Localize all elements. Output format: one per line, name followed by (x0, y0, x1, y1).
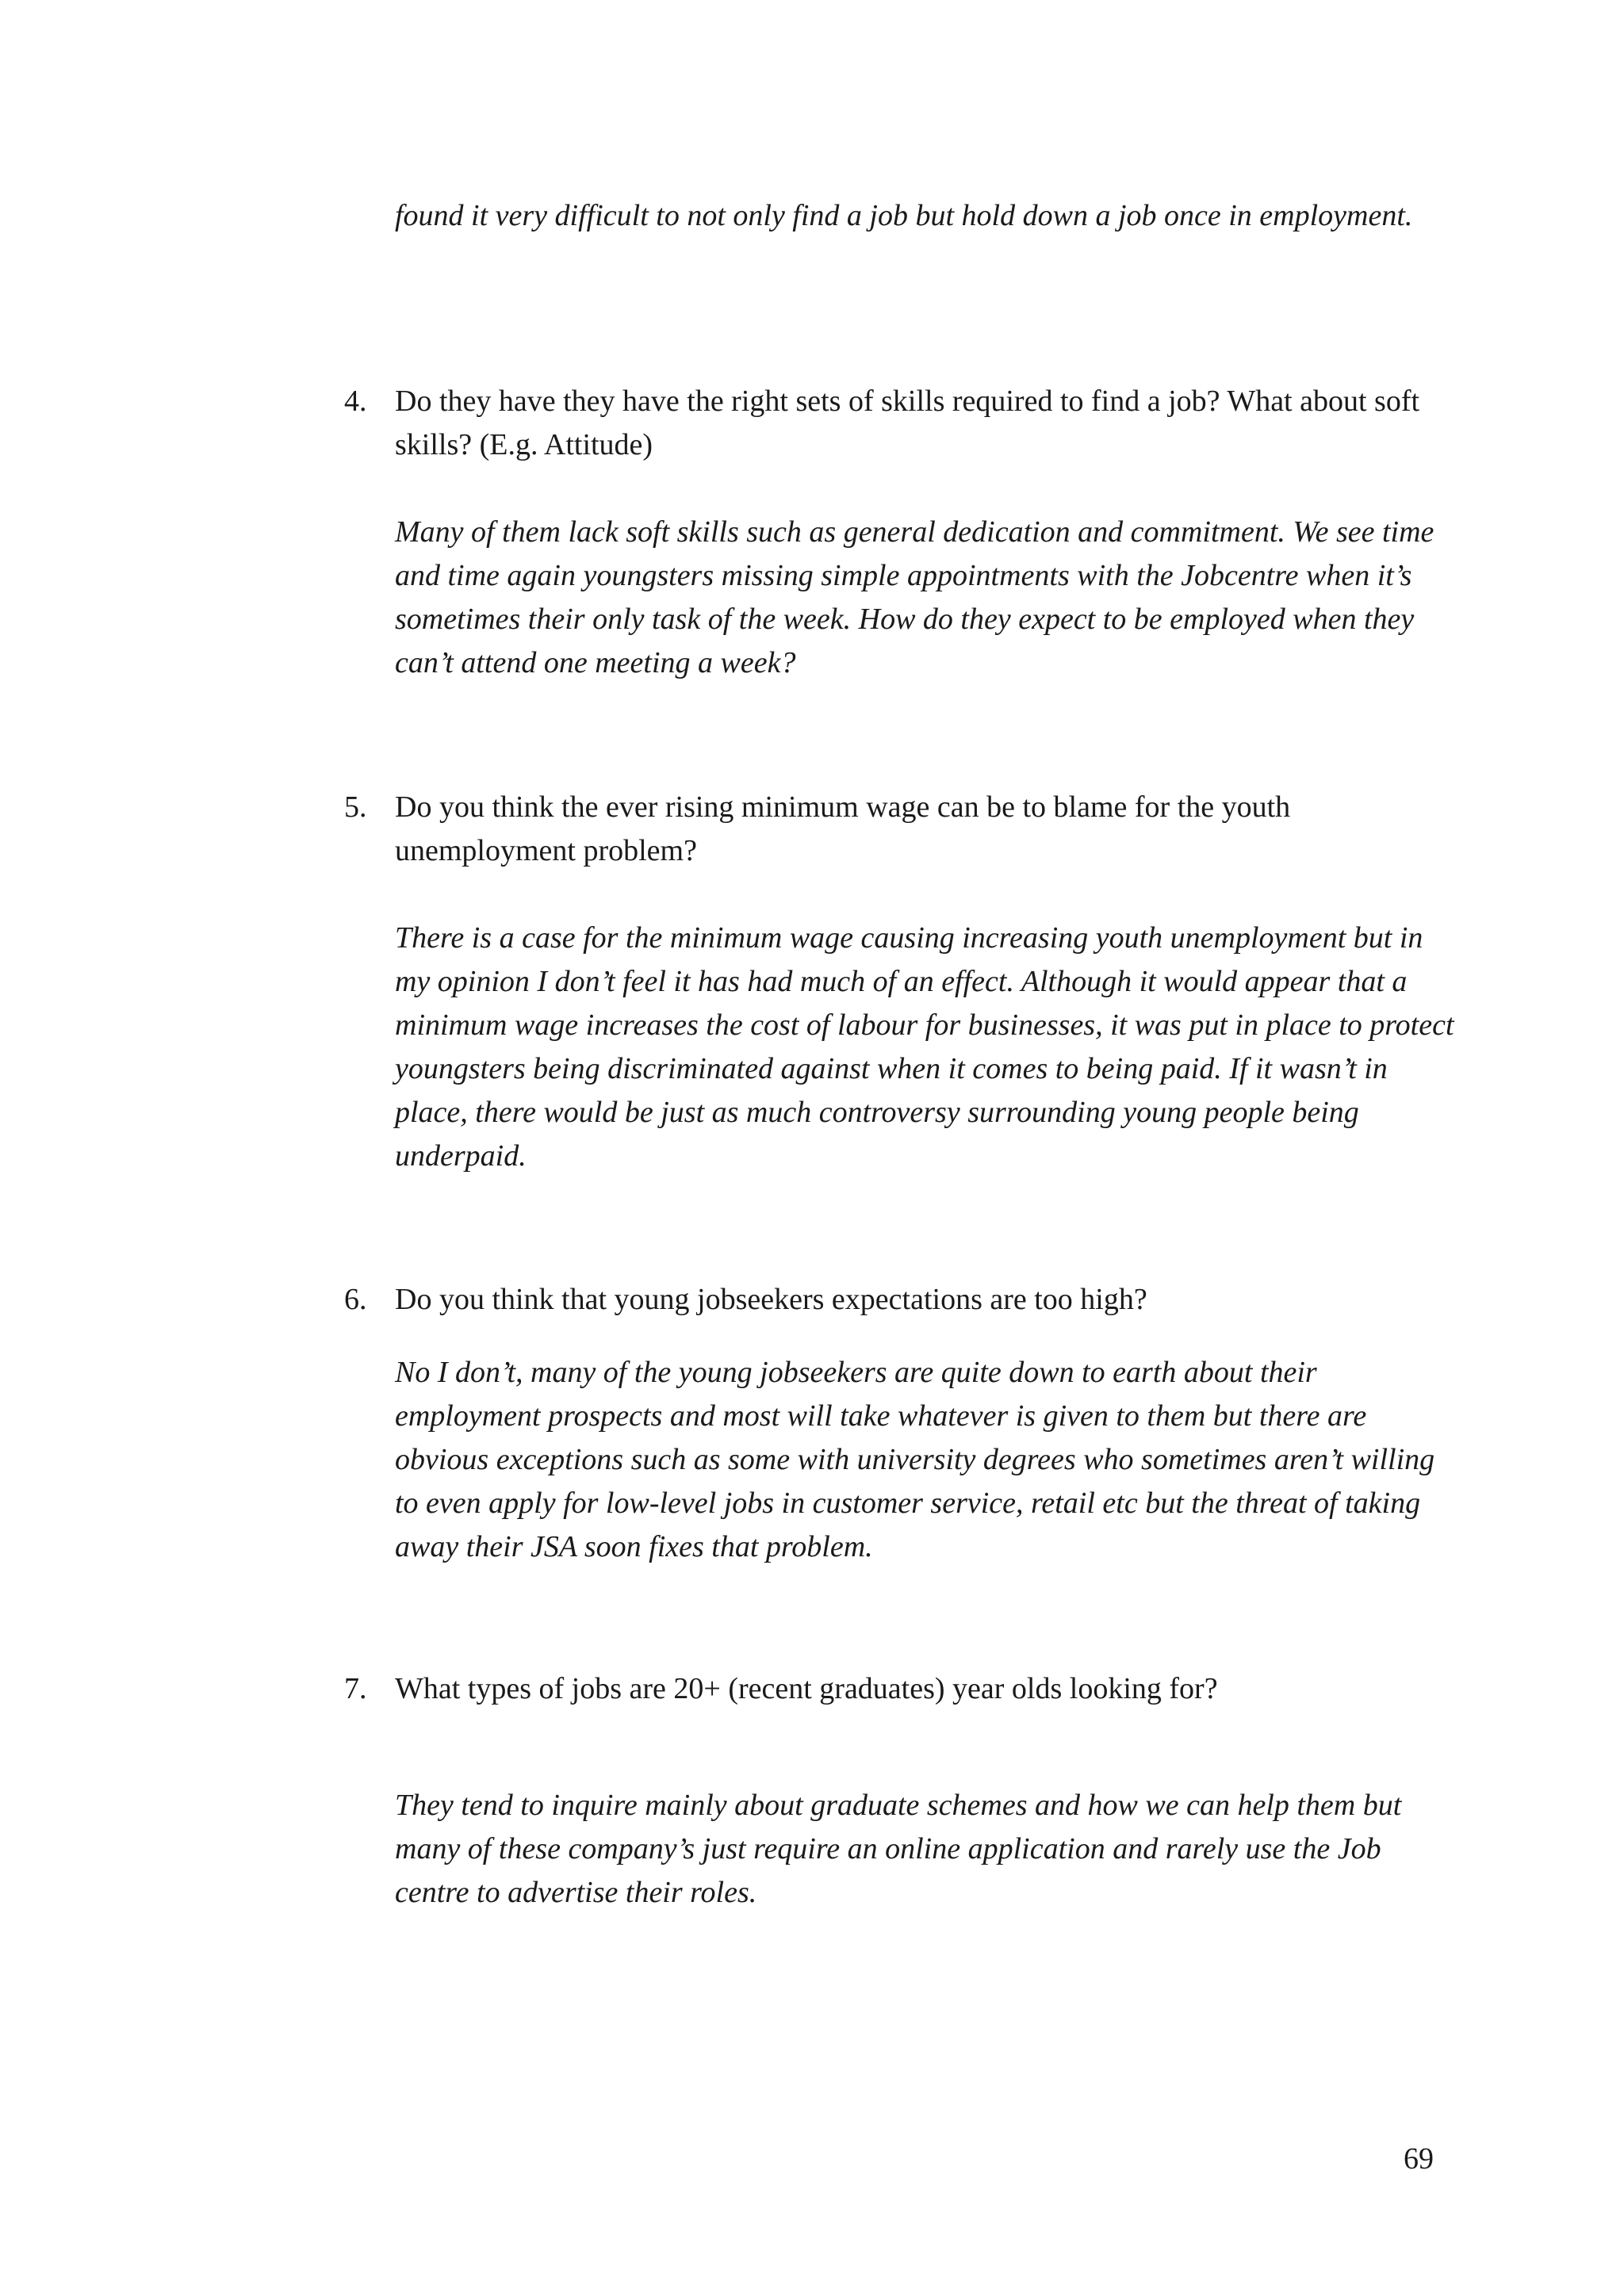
question-4-number: 4. (344, 385, 367, 418)
page-number: 69 (1404, 2142, 1434, 2175)
question-7-answer: They tend to inquire mainly about graduate schemes and how we can help them but many of these company’s just require an online application and rarely use the Job centre to advertise their roles. (395, 1789, 1402, 1909)
question-6-text: Do you think that young jobseekers expectations are too high? (395, 1283, 1147, 1316)
question-6-number: 6. (344, 1283, 367, 1316)
question-5-answer: There is a case for the minimum wage causing increasing youth unemployment but in my opinion I don’t feel it has had much of an effect. Although it would appear that a minimum wage increases the cost of labour for businesses, it was put in place to protect youngsters being discriminated against when it comes to being paid. If it wasn’t in place, there would be just as much controversy surrounding young people being underpaid. (395, 921, 1454, 1173)
question-4-text: Do they have they have the right sets of skills required to find a job? What about soft skills? (E.g. Attitude) (395, 385, 1420, 461)
question-7-number: 7. (344, 1672, 367, 1705)
intro-answer: found it very difficult to not only find a job but hold down a job once in employment. (395, 199, 1413, 232)
question-5-text: Do you think the ever rising minimum wage can be to blame for the youth unemployment problem? (395, 790, 1291, 867)
question-7-text: What types of jobs are 20+ (recent graduates) year olds looking for? (395, 1672, 1218, 1705)
question-4-answer: Many of them lack soft skills such as general dedication and commitment. We see time and time again youngsters missing simple appointments with the Jobcentre when it’s sometimes their only task of the week. How do they expect to be employed when they can’t attend one meeting a week? (395, 515, 1434, 679)
question-6-answer: No I don’t, many of the young jobseekers are quite down to earth about their employment prospects and most will take whatever is given to them but there are obvious exceptions such as some with university degrees who sometimes aren’t willing to even apply for low-level jobs in customer service, retail etc but the threat of taking away their JSA soon fixes that problem. (395, 1356, 1435, 1563)
question-5-number: 5. (344, 790, 367, 824)
